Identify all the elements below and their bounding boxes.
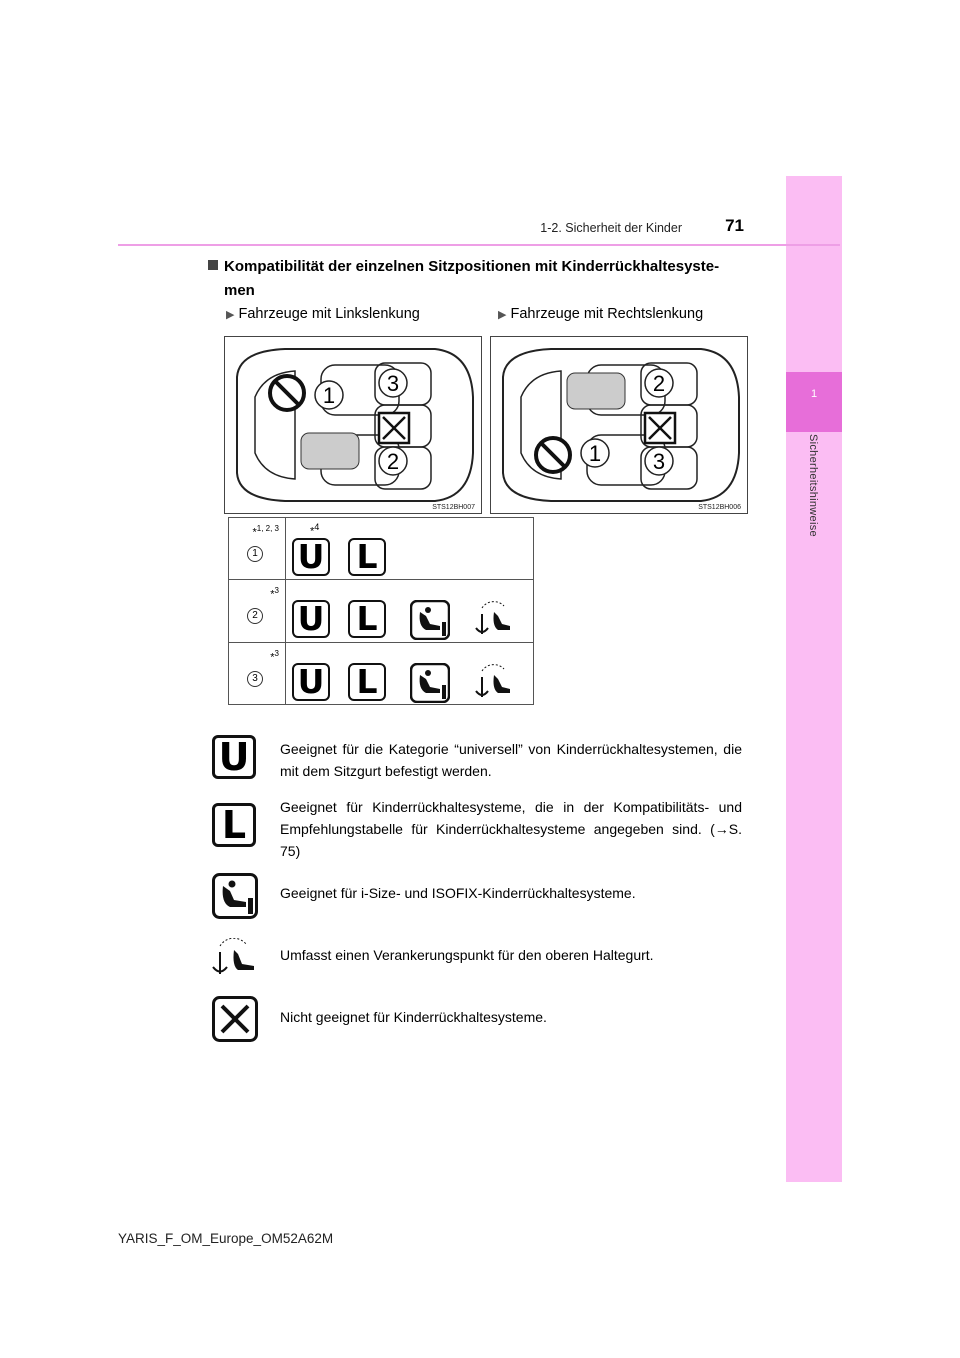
top-tether-anchor-icon xyxy=(474,663,514,703)
diagram-code: STS12BH007 xyxy=(432,504,475,511)
legend-text: Umfasst einen Verankerungspunkt für den oberen Haltegurt. xyxy=(280,947,654,963)
diagram-left-hand-drive xyxy=(224,336,482,514)
car-top-view-right xyxy=(491,337,747,513)
icons-cell xyxy=(286,642,534,704)
side-tab-strip xyxy=(786,176,842,1182)
seat-label: 1 xyxy=(588,441,602,466)
isofix-seat-icon xyxy=(410,663,450,703)
isofix-seat-icon xyxy=(410,600,450,640)
subheading-left-hand-drive xyxy=(226,306,420,322)
legend-text: Geeignet für i-Size- und ISOFIX-Kinderrückhaltesysteme. xyxy=(280,885,636,901)
footer-document-code: YARIS_F_OM_Europe_OM52A62M xyxy=(118,1231,334,1246)
legend-x-not-suitable-icon xyxy=(212,996,258,1042)
section-heading: Kompatibilität der einzelnen Sitzpositionen mit Kinderrückhaltesyste-men xyxy=(224,258,720,299)
footnote-ref: *$^3$ xyxy=(270,586,279,601)
triangle-bullet-icon: ▶ xyxy=(498,309,507,321)
l-category-icon: L xyxy=(348,663,386,701)
seat-label: 3 xyxy=(652,449,666,474)
icons-cell xyxy=(286,518,534,580)
subheading-left-label: Fahrzeuge mit Linkslenkung xyxy=(238,306,420,322)
seat-label: 3 xyxy=(386,371,400,396)
legend-text: Nicht geeignet für Kinderrückhaltesysteme. xyxy=(280,1009,547,1025)
diagram-right-hand-drive xyxy=(490,336,748,514)
l-category-icon: L xyxy=(348,600,386,638)
l-category-icon: L xyxy=(348,538,386,576)
side-tab-label: Sicherheitshinweise xyxy=(807,434,819,537)
heading-square-marker xyxy=(208,260,218,270)
side-tab-number-box xyxy=(786,372,842,432)
legend-text: Geeignet für Kinderrückhaltesysteme, die in der Kompatibilitäts- und Empfehlungstabelle für Kinderrückhaltesysteme angegeben sind. (→S. 75) xyxy=(280,799,742,859)
header-divider xyxy=(118,244,840,246)
legend-isofix-seat-icon xyxy=(212,873,258,919)
legend-top-tether-anchor-icon xyxy=(210,938,260,978)
universal-u-icon: U xyxy=(292,600,330,638)
subheading-right-hand-drive xyxy=(498,306,703,322)
seat-label: 2 xyxy=(652,371,666,396)
seat-cell xyxy=(229,642,286,704)
car-top-view-left xyxy=(225,337,481,513)
seat-number-circle: 2 xyxy=(247,608,263,624)
seat-label: 1 xyxy=(322,383,336,408)
page-number: 71 xyxy=(725,216,744,235)
side-tab-number: 1 xyxy=(810,388,818,400)
seat-cell xyxy=(229,580,286,642)
seat-cell xyxy=(229,518,286,580)
table-row xyxy=(229,580,534,642)
legend-text: Geeignet für die Kategorie “universell” von Kinderrückhaltesystemen, die mit dem Sitzgurt befestigt werden. xyxy=(280,741,742,779)
section-title: 1-2. Sicherheit der Kinder xyxy=(540,221,682,235)
seat-number-circle: 1 xyxy=(247,546,263,562)
table-row xyxy=(229,518,534,580)
seat-label: 2 xyxy=(386,449,400,474)
compatibility-table xyxy=(228,517,534,705)
footnote-ref: *$^{1, 2, 3}$ xyxy=(252,524,279,539)
universal-u-icon: U xyxy=(292,538,330,576)
universal-u-icon: U xyxy=(292,663,330,701)
triangle-bullet-icon: ▶ xyxy=(226,309,235,321)
legend-universal-u-icon: U xyxy=(212,735,256,779)
seat-number-circle: 3 xyxy=(247,671,263,687)
footnote-ref: *$^3$ xyxy=(270,648,279,664)
diagram-code: STS12BH006 xyxy=(698,504,741,511)
icons-cell xyxy=(286,580,534,642)
subheading-right-label: Fahrzeuge mit Rechtslenkung xyxy=(510,306,704,322)
legend-l-category-icon: L xyxy=(212,803,256,847)
top-tether-anchor-icon xyxy=(474,600,514,640)
table-row xyxy=(229,642,534,704)
footnote-ref: *$^4$ xyxy=(310,522,320,538)
